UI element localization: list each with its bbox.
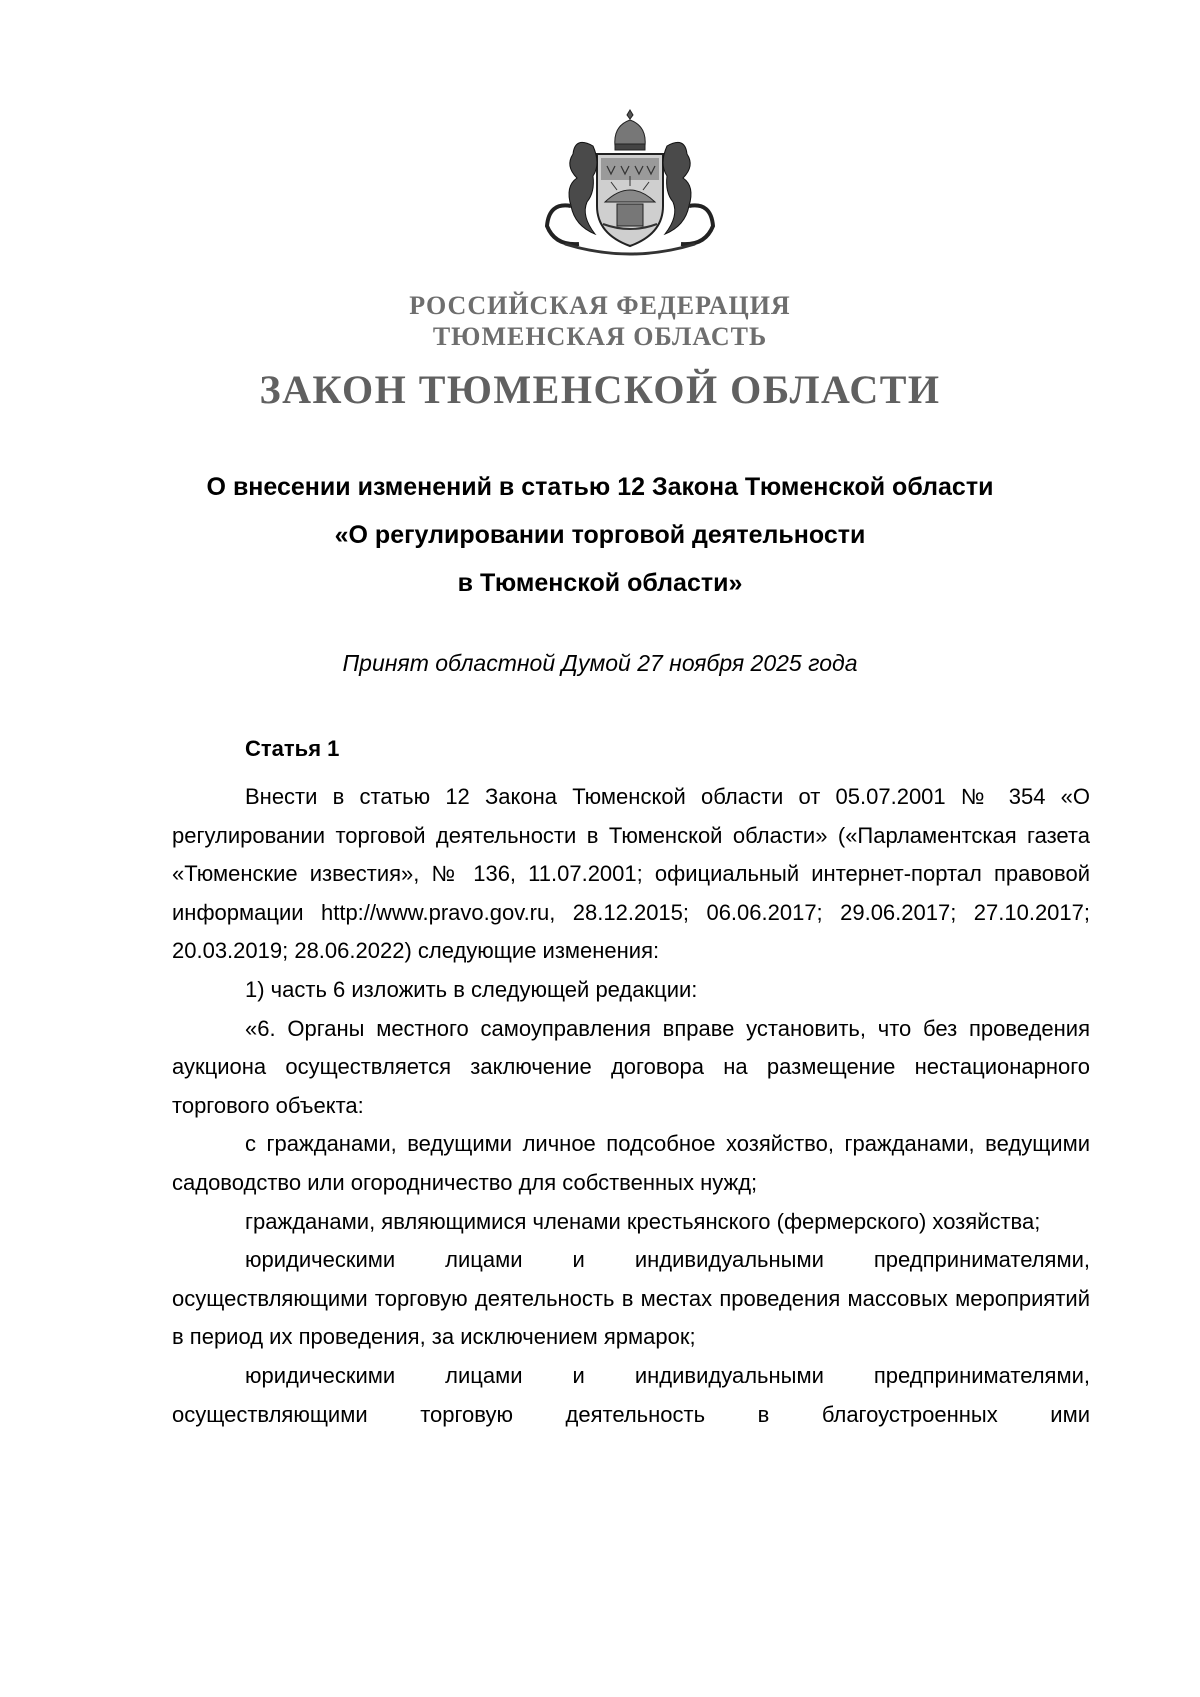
article-body bbox=[172, 778, 1090, 1434]
law-title-line: «О регулировании торговой деятельности bbox=[334, 521, 866, 549]
paragraph: юридическими лицами и индивидуальными предпринимателями, осуществляющими торговую деятельность в благоустроенных ими bbox=[172, 1362, 1090, 1427]
paragraph: «6. Органы местного самоуправления вправе установить, что без проведения аукциона осуществляется заключение договора на размещение нестационарного торгового объекта: bbox=[172, 1015, 1090, 1118]
header-region: ТЮМЕНСКАЯ ОБЛАСТЬ bbox=[432, 322, 768, 351]
paragraph: гражданами, являющимися членами крестьянского (фермерского) хозяйства; bbox=[245, 1208, 1041, 1234]
paragraph: с гражданами, ведущими личное подсобное хозяйство, гражданами, ведущими садоводство или огородничество для собственных нужд; bbox=[172, 1131, 1090, 1195]
law-title-line: О внесении изменений в статью 12 Закона Тюменской области bbox=[206, 473, 994, 501]
header-law-type: ЗАКОН ТЮМЕНСКОЙ ОБЛАСТИ bbox=[259, 367, 941, 412]
adoption-note: Принят областной Думой 27 ноября 2025 года bbox=[342, 650, 858, 676]
coat-of-arms-emblem bbox=[535, 106, 725, 258]
header-country: РОССИЙСКАЯ ФЕДЕРАЦИЯ bbox=[409, 291, 791, 320]
law-title-line: в Тюменской области» bbox=[457, 569, 743, 597]
paragraph: юридическими лицами и индивидуальными предпринимателями, осуществляющими торговую деятельность в местах проведения массовых мероприятий в период их проведения, за исключением ярмарок; bbox=[172, 1247, 1090, 1350]
law-title bbox=[0, 463, 1200, 607]
paragraph: Внести в статью 12 Закона Тюменской области от 05.07.2001 № 354 «О регулировании торговой деятельности в Тюменской области» («Парламентская газета «Тюменские известия», № 136, 11.07.2001; официальный интернет-портал правовой информации http://www.pravo.gov.ru, 28.12.2015; 06.06.2017; 29.06.2017; 27.10.2017; 20.03.2019; 28.06.2022) следующие изменения: bbox=[172, 784, 1090, 964]
article-heading: Статья 1 bbox=[245, 736, 340, 761]
paragraph: 1) часть 6 изложить в следующей редакции: bbox=[245, 976, 698, 1002]
